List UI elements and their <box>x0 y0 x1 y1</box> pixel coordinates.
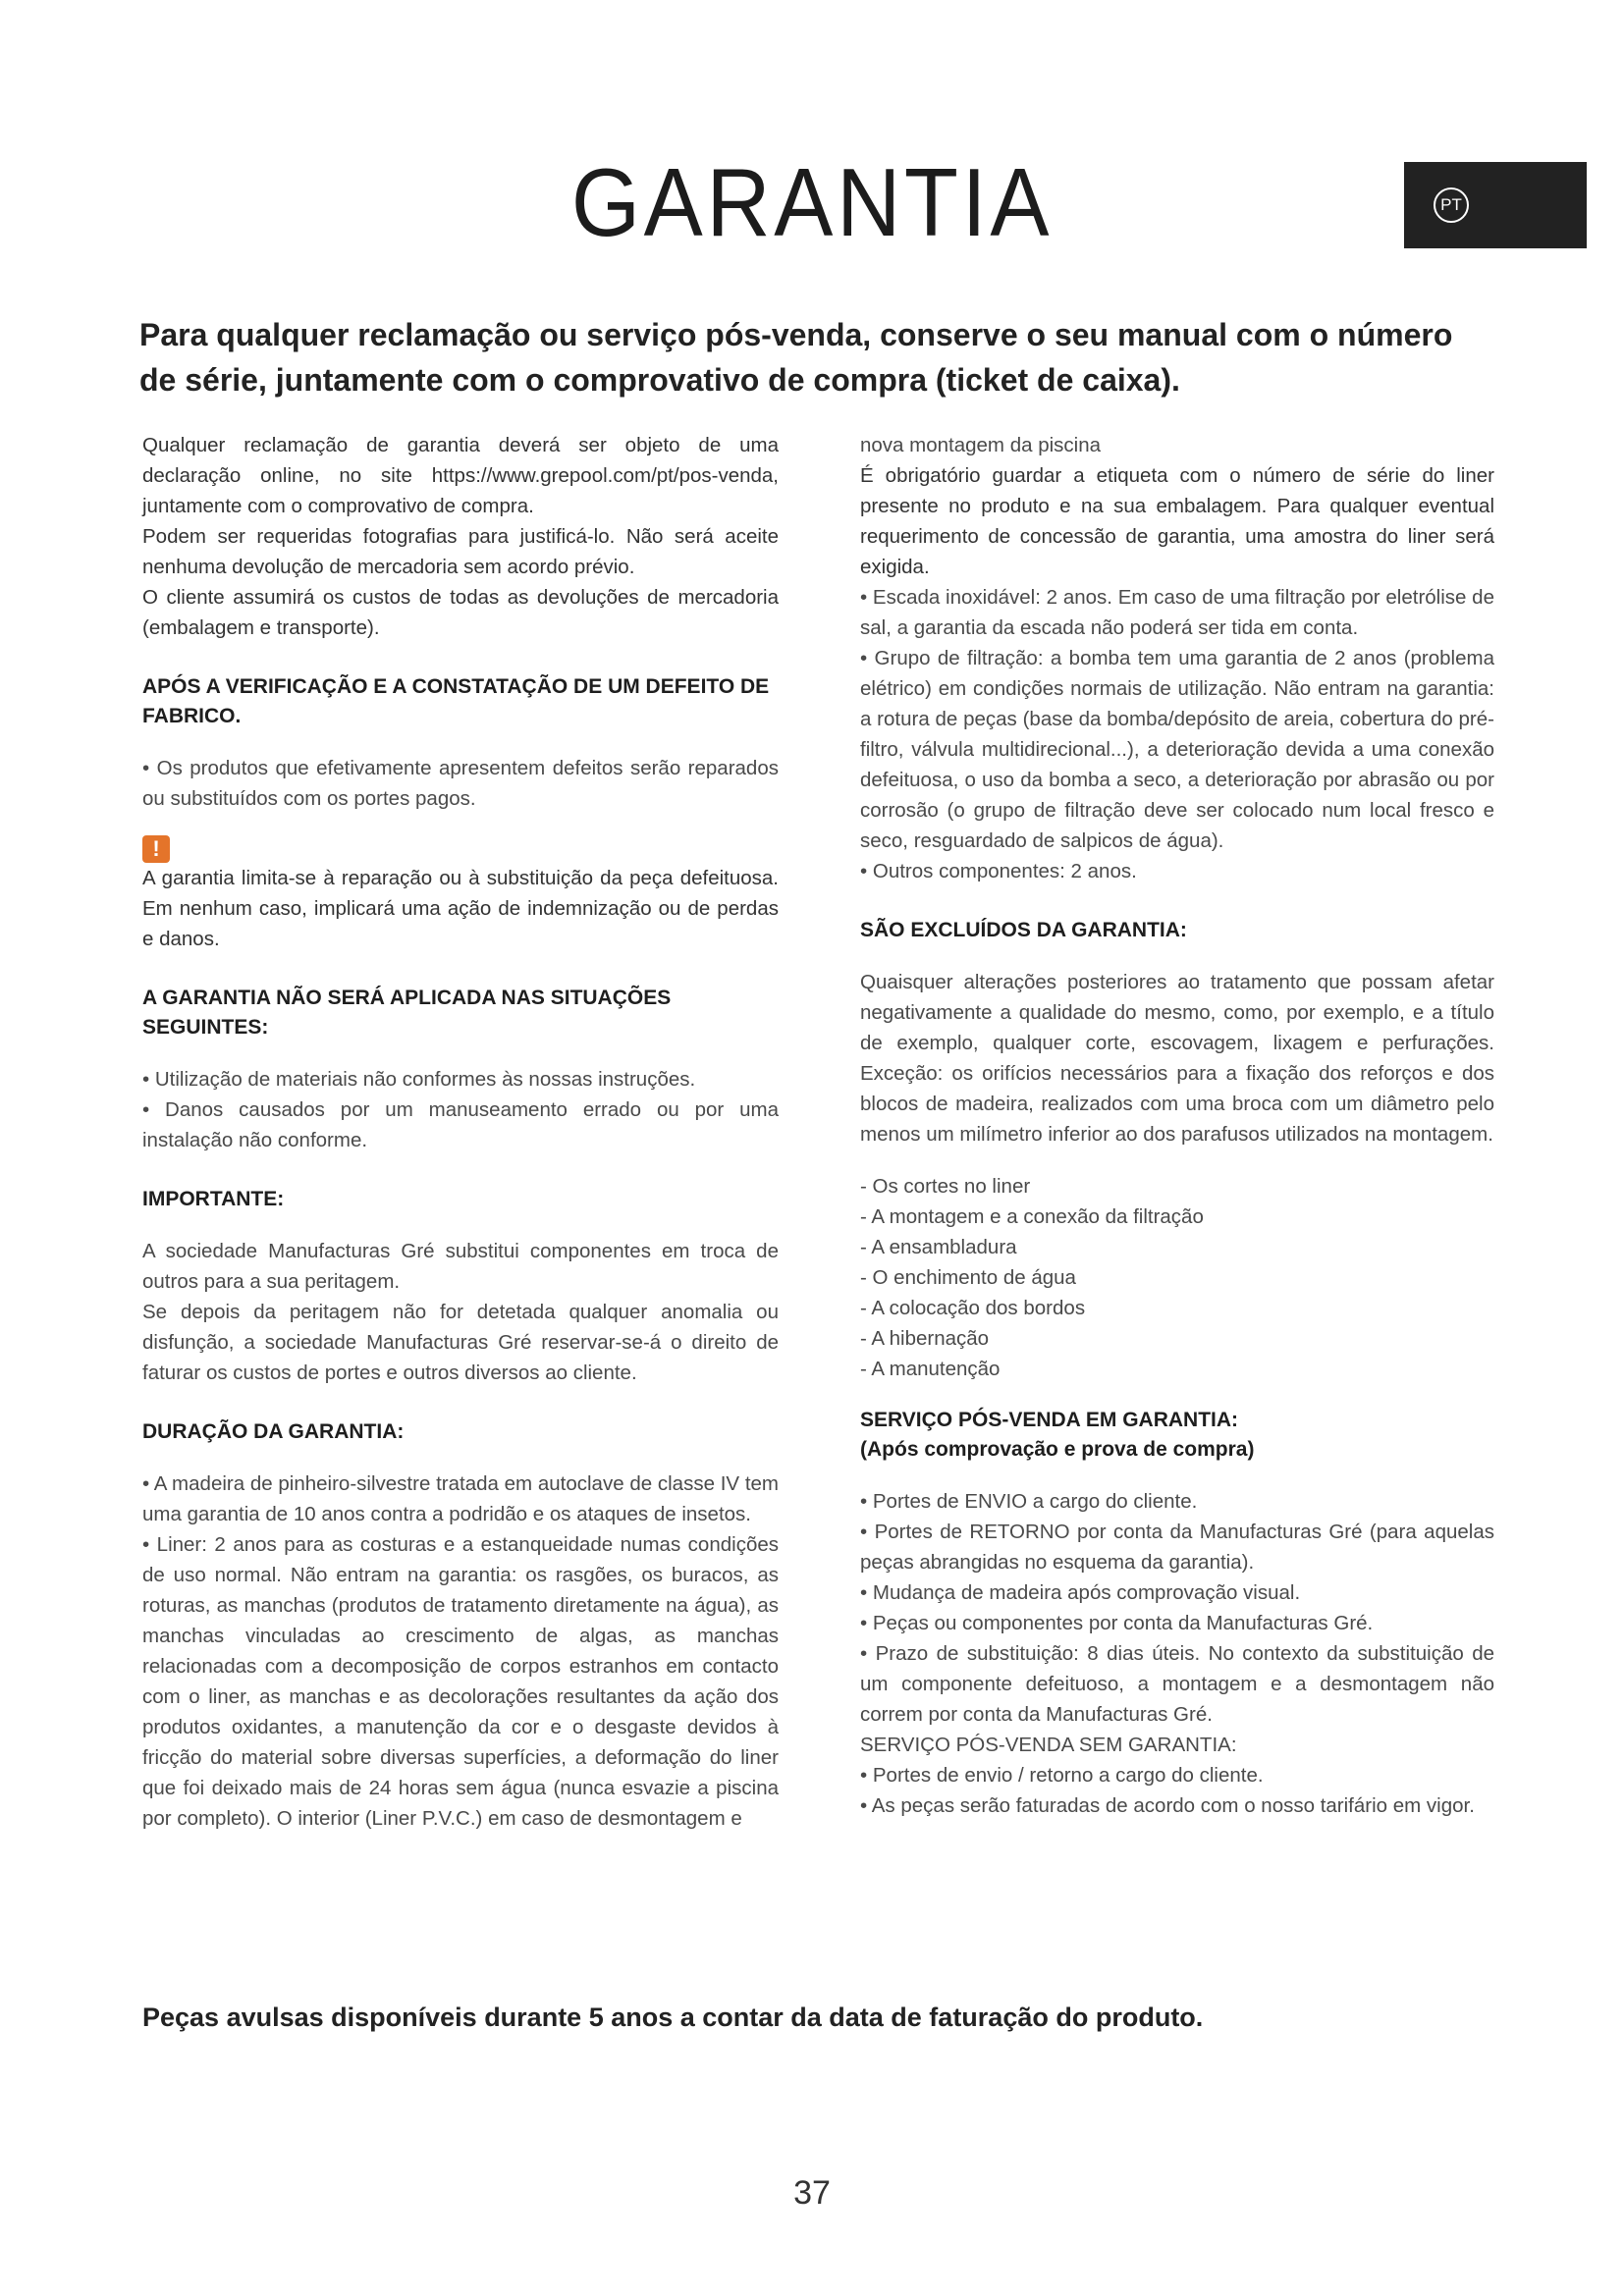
list-item: - A hibernação <box>860 1327 990 1350</box>
others-text: • Outros componentes: 2 anos. <box>860 860 1137 882</box>
service-subheading: (Após comprovação e prova de compra) <box>860 1438 1255 1461</box>
excluded-list <box>860 1171 1494 1384</box>
duration-text: • A madeira de pinheiro-silvestre tratada em autoclave de classe IV tem uma garantia de 10 anos contra a podridão e os ataques de insetos. <box>142 1472 779 1525</box>
page-title: GARANTIA <box>570 148 1054 256</box>
list-item: • Mudança de madeira após comprovação visual. <box>860 1581 1301 1604</box>
excluded-text: Quaisquer alterações posteriores ao tratamento que possam afetar negativamente a qualidade do mesmo, como, por exemplo, e a título de exemplo, qualquer corte, escovagem, lixagem e perfurações. Exceção: os orifícios necessários para a fixação dos reforços e dos blocos de madeira, realizados com uma broca com um diâmetro pelo menos um milímetro inferior ao dos parafusos utilizados na montagem. <box>860 971 1494 1146</box>
list-item: • Prazo de substituição: 8 dias úteis. No contexto da substituição de um componente defeituoso, a montagem e a desmontagem não correm por conta da Manufacturas Gré. <box>860 1642 1494 1726</box>
warning-icon: ! <box>142 835 170 863</box>
important-text: A sociedade Manufacturas Gré substitui componentes em troca de outros para a sua peritagem. <box>142 1240 779 1293</box>
warning-text: A garantia limita-se à reparação ou à substituição da peça defeituosa. Em nenhum caso, implicará uma ação de indemnização ou de perdas e danos. <box>142 867 779 950</box>
list-item: • Portes de envio / retorno a cargo do cliente. <box>860 1764 1264 1787</box>
defect-text: • Os produtos que efetivamente apresentem defeitos serão reparados ou substituídos com os portes pagos. <box>142 757 779 810</box>
left-column <box>142 430 779 1834</box>
important-heading: IMPORTANTE: <box>142 1188 285 1210</box>
list-item: - A ensambladura <box>860 1236 1017 1258</box>
list-item: • Peças ou componentes por conta da Manufacturas Gré. <box>860 1612 1374 1634</box>
list-item: - A colocação dos bordos <box>860 1297 1086 1319</box>
list-item: - Os cortes no liner <box>860 1175 1031 1198</box>
language-badge: PT <box>1434 187 1469 223</box>
continued-text: nova montagem da piscina <box>860 434 1102 456</box>
list-item: • As peças serão faturadas de acordo com o nosso tarifário em vigor. <box>860 1794 1475 1817</box>
list-item: - O enchimento de água <box>860 1266 1076 1289</box>
service-heading: SERVIÇO PÓS-VENDA EM GARANTIA: <box>860 1409 1239 1431</box>
footer-note: Peças avulsas disponíveis durante 5 anos a contar da data de faturação do produto. <box>142 2002 1204 2032</box>
language-tab <box>1404 162 1587 248</box>
duration-text: • Liner: 2 anos para as costuras e a estanqueidade numas condições de uso normal. Não entram na garantia: os rasgões, os buracos, as roturas, as manchas (produtos de tratamento diretamente na água), as manchas vinculadas ao crescimento de algas, as manchas relacionadas com a decomposição de corpos estranhos em contacto com o liner, as manchas e as decolorações resultantes da ação dos produtos oxidantes, a manutenção da cor e o desgaste devidos à fricção do material sobre diversas superfícies, a deformação do liner que foi deixado mais de 24 horas sem água (nunca esvazie a piscina por completo). O interior (Liner P.V.C.) em caso de desmontagem e <box>142 1533 779 1830</box>
duration-heading: DURAÇÃO DA GARANTIA: <box>142 1420 405 1443</box>
filtration-text: • Grupo de filtração: a bomba tem uma garantia de 2 anos (problema elétrico) em condições normais de utilização. Não entram na garantia: a rotura de peças (base da bomba/depósito de areia, cobertura do pré-filtro, válvula multidirecional...), a deterioração devida a uma conexão defeituosa, o uso da bomba a seco, a deterioração por abrasão ou por corrosão (o grupo de filtração deve ser colocado num local fresco e seco, resguardado de salpicos de água). <box>860 647 1494 852</box>
list-item: - A montagem e a conexão da filtração <box>860 1205 1204 1228</box>
list-item: • Portes de RETORNO por conta da Manufacturas Gré (para aquelas peças abrangidas no esquema da garantia). <box>860 1521 1494 1574</box>
no-warranty-heading: SERVIÇO PÓS-VENDA SEM GARANTIA: <box>860 1734 1237 1756</box>
defect-heading: APÓS A VERIFICAÇÃO E A CONSTATAÇÃO DE UM DEFEITO DE FABRICO. <box>142 675 770 727</box>
intro-paragraph: Podem ser requeridas fotografias para justificá-lo. Não será aceite nenhuma devolução de mercadoria sem acordo prévio. <box>142 525 779 578</box>
excluded-heading: SÃO EXCLUÍDOS DA GARANTIA: <box>860 919 1187 941</box>
right-column <box>860 430 1494 1821</box>
list-item: - A manutenção <box>860 1358 1001 1380</box>
intro-paragraph: O cliente assumirá os custos de todas as devoluções de mercadoria (embalagem e transporte). <box>142 586 779 639</box>
not-applied-heading: A GARANTIA NÃO SERÁ APLICADA NAS SITUAÇÕES SEGUINTES: <box>142 987 672 1039</box>
lead-paragraph: Para qualquer reclamação ou serviço pós-venda, conserve o seu manual com o número de série, juntamente com o comprovativo de compra (ticket de caixa). <box>139 317 1453 398</box>
label-text: É obrigatório guardar a etiqueta com o número de série do liner presente no produto e na sua embalagem. Para qualquer eventual requerimento de concessão de garantia, uma amostra do liner será exigida. <box>860 464 1494 578</box>
ladder-text: • Escada inoxidável: 2 anos. Em caso de uma filtração por eletrólise de sal, a garantia da escada não poderá ser tida em conta. <box>860 586 1494 639</box>
intro-paragraph: Qualquer reclamação de garantia deverá ser objeto de uma declaração online, no site https://www.grepool.com/pt/pos-venda, juntamente com o comprovativo de compra. <box>142 434 779 517</box>
list-item: • Utilização de materiais não conformes às nossas instruções. <box>142 1068 696 1091</box>
list-item: • Portes de ENVIO a cargo do cliente. <box>860 1490 1198 1513</box>
page-number: 37 <box>793 2174 831 2212</box>
list-item: • Danos causados por um manuseamento errado ou por uma instalação não conforme. <box>142 1098 779 1151</box>
important-text: Se depois da peritagem não for detetada qualquer anomalia ou disfunção, a sociedade Manufacturas Gré reservar-se-á o direito de faturar os custos de portes e outros diversos ao cliente. <box>142 1301 779 1384</box>
